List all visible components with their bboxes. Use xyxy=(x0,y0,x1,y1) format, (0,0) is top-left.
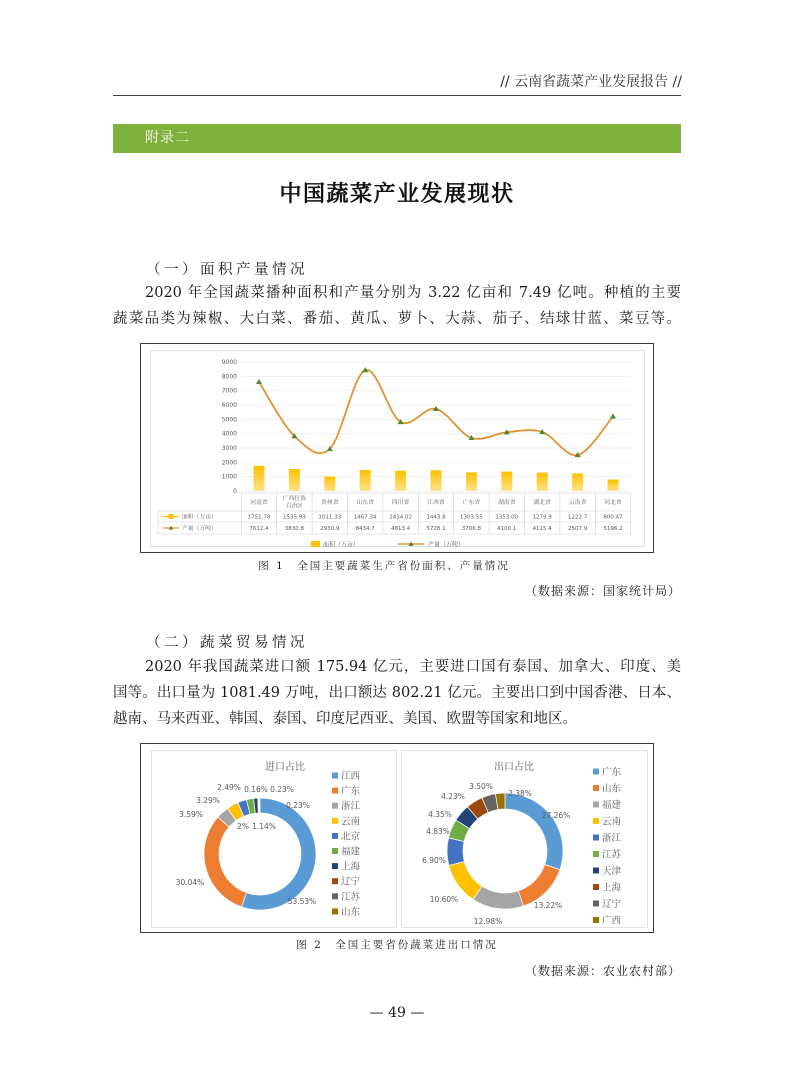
category-label-5: 江西省 xyxy=(427,500,445,506)
import-slice-label-6: 1.14% xyxy=(252,822,276,831)
appendix-label: 附录二 xyxy=(145,130,190,146)
export-slice-4 xyxy=(447,838,464,866)
import-legend-label-3: 云南 xyxy=(341,816,361,828)
area-value-1: 1535.93 xyxy=(283,514,306,521)
area-value-3: 1467.34 xyxy=(353,514,377,521)
area-bar-6 xyxy=(466,472,477,491)
export-legend-label-9: 广西 xyxy=(602,915,622,927)
import-legend-swatch-5 xyxy=(332,848,338,854)
area-value-4: 1414.02 xyxy=(389,514,412,521)
export-slice-label-3: 10.60% xyxy=(429,895,459,904)
import-slice-label-4: 2.49% xyxy=(217,783,241,792)
area-bar-0 xyxy=(254,466,265,491)
area-bar-7 xyxy=(501,472,512,491)
import-slice-label-0: 53.53% xyxy=(287,897,317,906)
area-bar-3 xyxy=(360,470,371,491)
output-value-6: 3706.8 xyxy=(461,526,482,532)
import-chart-title: 进口占比 xyxy=(265,762,305,773)
import-slice-label-5: 2% xyxy=(237,822,249,831)
export-slice-label-5: 4.83% xyxy=(426,827,450,836)
area-row-label: 面积（万亩） xyxy=(182,514,217,521)
area-value-10: 800.47 xyxy=(603,514,623,521)
import-legend-swatch-7 xyxy=(332,878,338,884)
export-chart-title: 出口占比 xyxy=(494,762,534,773)
import-legend-swatch-3 xyxy=(332,818,338,824)
category-label-4: 四川省 xyxy=(391,500,410,506)
y-tick-label-7: 7000 xyxy=(221,387,237,395)
output-value-7: 4100.1 xyxy=(497,526,517,532)
area-bar-2 xyxy=(324,477,335,492)
import-legend-swatch-2 xyxy=(332,803,338,809)
output-value-10: 5196.2 xyxy=(603,526,623,532)
import-slice-label-3: 3.29% xyxy=(196,796,220,805)
output-row-label: 产量（万吨） xyxy=(182,526,217,532)
area-value-6: 1303.55 xyxy=(460,514,483,521)
output-value-1: 3830.8 xyxy=(284,526,305,532)
import-legend-label-6: 上海 xyxy=(341,861,361,873)
category-label-2: 贵州省 xyxy=(321,500,339,506)
export-slice-label-9: 2.38% xyxy=(508,789,532,798)
y-tick-label-1: 1000 xyxy=(221,473,237,481)
export-legend-swatch-1 xyxy=(593,785,599,791)
figure-1-caption: 图 1 全国主要蔬菜生产省份面积、产量情况 xyxy=(258,560,510,572)
area-value-5: 1443.8 xyxy=(426,514,446,521)
export-slice-label-2: 12.98% xyxy=(473,917,503,926)
import-legend-label-7: 辽宁 xyxy=(341,876,361,888)
paragraph-line: 国等。出口量为 1081.49 万吨，出口额达 802.21 亿元。主要出口到中国香港、日本、 xyxy=(113,685,681,701)
output-value-2: 2930.9 xyxy=(320,526,340,532)
export-legend-swatch-6 xyxy=(593,868,599,874)
category-label-0: 河南省 xyxy=(250,500,268,506)
import-legend-swatch-6 xyxy=(332,863,338,869)
area-bar-10 xyxy=(608,480,619,491)
export-legend-swatch-5 xyxy=(593,851,599,857)
export-slice-label-8: 3.50% xyxy=(469,782,493,791)
figure-2-source: （数据来源：农业农村部） xyxy=(524,964,681,978)
page-title: 中国蔬菜产业发展现状 xyxy=(279,182,515,207)
output-value-0: 7612.4 xyxy=(249,526,269,532)
output-value-5: 5728.1 xyxy=(426,526,446,532)
category-label-9: 云南省 xyxy=(568,500,587,506)
category-label-3: 山东省 xyxy=(356,500,374,506)
area-bar-5 xyxy=(431,470,442,491)
export-legend-swatch-8 xyxy=(593,901,599,907)
y-tick-label-6: 6000 xyxy=(221,402,237,409)
area-bar-4 xyxy=(395,471,406,491)
import-legend-swatch-8 xyxy=(332,893,338,899)
export-slice-label-0: 27.26% xyxy=(541,811,571,820)
output-value-3: 8434.7 xyxy=(355,526,375,532)
import-legend-label-0: 江西 xyxy=(341,771,361,782)
y-tick-label-8: 8000 xyxy=(221,373,237,381)
import-legend-swatch-0 xyxy=(332,773,338,779)
import-slice-label-9: 0.23% xyxy=(286,801,310,810)
export-legend-label-7: 上海 xyxy=(602,882,622,894)
import-legend-swatch-1 xyxy=(332,788,338,794)
y-tick-label-2: 2000 xyxy=(221,459,237,467)
export-slice-label-4: 6.90% xyxy=(422,856,446,865)
category-label-7: 湖南省 xyxy=(498,500,516,506)
area-value-8: 1279.9 xyxy=(532,514,552,521)
area-value-9: 1222.7 xyxy=(567,514,588,521)
section-heading-trade: （二）蔬菜贸易情况 xyxy=(146,635,308,651)
area-value-0: 1751.78 xyxy=(247,514,271,521)
legend-area-label: 面积（万亩） xyxy=(323,541,360,549)
paragraph-line: 2020 年我国蔬菜进口额 175.94 亿元，主要进口国有泰国、加拿大、印度、美 xyxy=(145,659,681,675)
import-legend-label-1: 广东 xyxy=(341,786,361,798)
export-legend-label-2: 福建 xyxy=(602,800,622,811)
output-value-9: 2507.9 xyxy=(567,526,588,532)
y-tick-label-9: 9000 xyxy=(221,359,237,366)
import-legend-label-8: 江苏 xyxy=(341,891,361,903)
export-slice-label-7: 4.23% xyxy=(441,792,465,801)
area-bar-8 xyxy=(537,473,548,491)
import-legend-label-2: 浙江 xyxy=(341,801,361,813)
output-value-8: 4115.4 xyxy=(532,526,552,532)
export-legend-swatch-0 xyxy=(593,769,599,775)
import-legend-label-9: 山东 xyxy=(341,906,361,918)
export-legend-swatch-9 xyxy=(593,917,599,923)
paragraph-line: 蔬菜品类为辣椒、大白菜、番茄、黄瓜、萝卜、大蒜、茄子、结球甘蓝、菜豆等。 xyxy=(113,311,681,327)
y-tick-label-5: 5000 xyxy=(221,416,237,424)
export-legend-label-4: 浙江 xyxy=(602,833,622,844)
figure-2-chart xyxy=(140,743,654,933)
area-bar-1 xyxy=(289,469,300,491)
import-slice-label-2: 3.59% xyxy=(179,810,203,819)
figure-1-source: （数据来源：国家统计局） xyxy=(524,584,681,598)
category-label-8: 湖北省 xyxy=(533,500,551,506)
trade-donut-charts xyxy=(140,743,654,933)
export-slice-label-1: 13.22% xyxy=(533,901,563,910)
export-legend-swatch-4 xyxy=(593,835,599,841)
import-legend-label-4: 北京 xyxy=(341,831,361,843)
legend-output-label: 产量（万吨） xyxy=(428,541,465,549)
export-legend-label-0: 广东 xyxy=(602,767,622,778)
import-legend-label-5: 福建 xyxy=(341,846,361,858)
area-value-7: 1353.00 xyxy=(495,514,519,521)
import-slice-9 xyxy=(259,798,260,813)
figure-2-caption: 图 2 全国主要省份蔬菜进出口情况 xyxy=(296,939,498,951)
import-legend-swatch-9 xyxy=(332,908,338,914)
category-label-10: 河北省 xyxy=(604,500,622,506)
import-legend-swatch-4 xyxy=(332,833,338,839)
export-legend-swatch-7 xyxy=(593,884,599,890)
y-tick-label-0: 0 xyxy=(233,488,237,495)
export-legend-swatch-2 xyxy=(593,802,599,808)
production-combo-chart xyxy=(140,343,654,553)
area-value-2: 1011.33 xyxy=(318,514,342,521)
import-slice-label-1: 30.04% xyxy=(175,878,205,887)
figure-1-chart xyxy=(140,343,654,553)
output-value-4: 4813.4 xyxy=(390,526,411,532)
import-slice-label-8: 0.16% xyxy=(244,785,268,794)
paragraph-line: 越南、马来西亚、韩国、泰国、印度尼西亚、美国、欧盟等国家和地区。 xyxy=(113,711,577,727)
category-label-6: 广东省 xyxy=(462,500,481,506)
export-legend-swatch-3 xyxy=(593,818,599,824)
y-tick-label-3: 3000 xyxy=(221,445,237,452)
export-legend-label-8: 辽宁 xyxy=(602,899,622,910)
export-legend-label-5: 江苏 xyxy=(602,849,622,861)
export-legend-label-3: 云南 xyxy=(602,816,622,828)
legend-area-swatch xyxy=(311,541,320,547)
import-slice-label-7: 0.23% xyxy=(270,785,294,794)
export-slice-label-6: 4.35% xyxy=(428,810,452,819)
appendix-banner xyxy=(113,124,681,153)
y-tick-label-4: 4000 xyxy=(221,430,237,438)
section-heading-area-output: （一）面积产量情况 xyxy=(146,262,308,278)
header-rule xyxy=(113,95,681,96)
export-legend-label-1: 山东 xyxy=(602,783,622,795)
paragraph-line: 2020 年全国蔬菜播种面积和产量分别为 3.22 亿亩和 7.49 亿吨。种植的主要 xyxy=(145,285,681,301)
export-legend-label-6: 天津 xyxy=(602,866,622,877)
area-row-marker xyxy=(169,514,174,519)
running-title: // 云南省蔬菜产业发展报告 // xyxy=(500,74,682,90)
area-bar-9 xyxy=(572,473,583,491)
category-label-1: 广西壮族自治区 xyxy=(282,496,307,510)
page-number: — 49 — xyxy=(369,1005,425,1021)
